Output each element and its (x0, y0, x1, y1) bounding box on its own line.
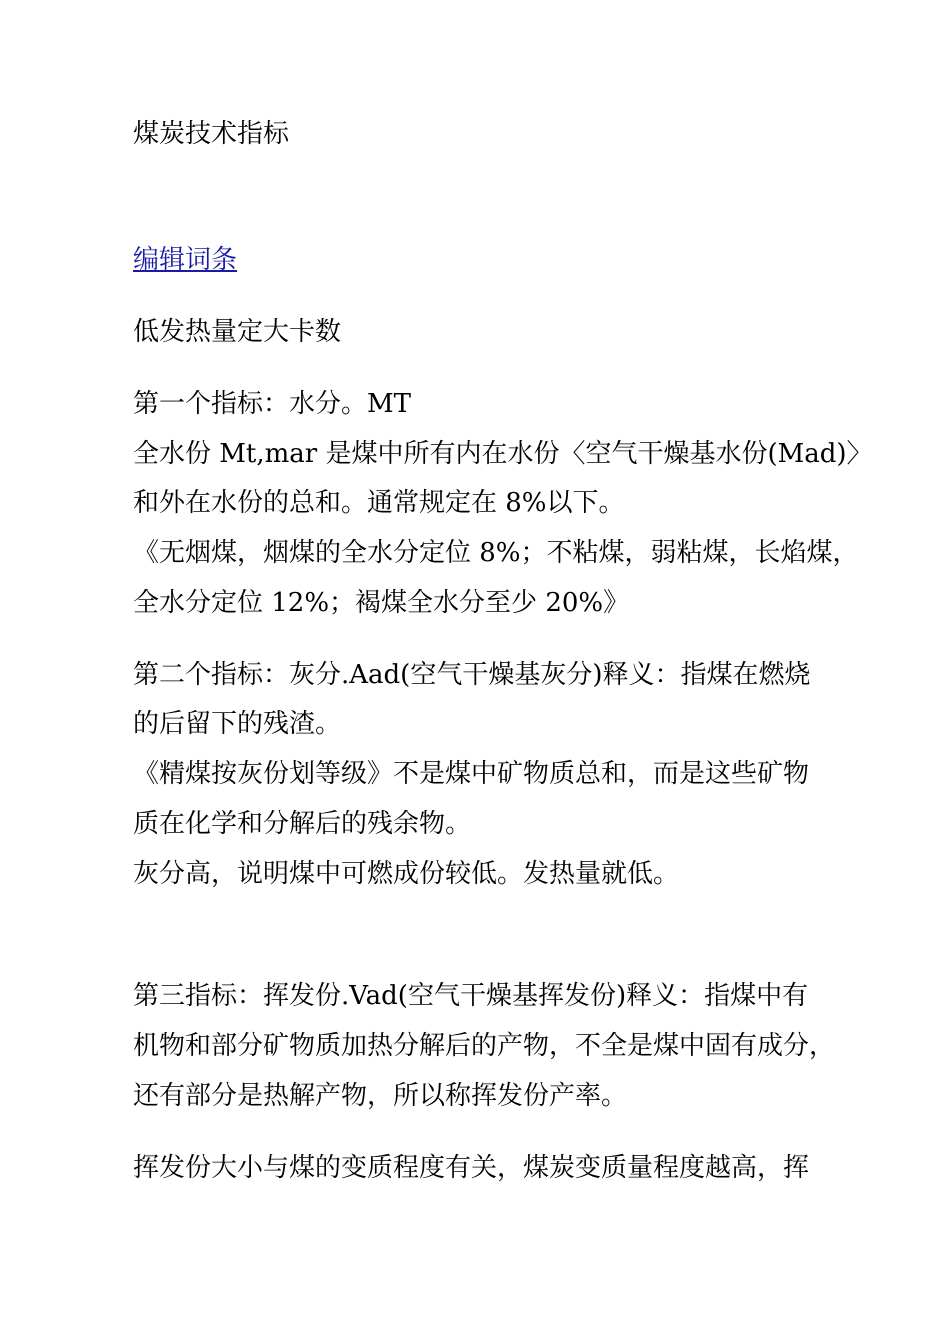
s1-line-3: 《无烟煤，烟煤的全水分定位 8%；不粘煤，弱粘煤，长焰煤， (133, 538, 859, 568)
s1-line-1: 全水份 Mt,mar 是煤中所有内在水份〈空气干燥基水份(Mad)〉 (133, 439, 873, 469)
s4-line-1: 挥发份大小与煤的变质程度有关，煤炭变质量程度越高，挥 (133, 1153, 810, 1183)
s1-line-2: 和外在水份的总和。通常规定在 8%以下。 (133, 488, 625, 518)
doc-subtitle: 低发热量定大卡数 (133, 317, 342, 347)
s2-line-1: 第二个指标：灰分.Aad(空气干燥基灰分)释义：指煤在燃烧 (133, 660, 811, 690)
s3-line-2: 机物和部分矿物质加热分解后的产物，不全是煤中固有成分， (133, 1031, 836, 1061)
s2-line-4: 质在化学和分解后的残余物。 (133, 809, 472, 839)
s1-line-4: 全水分定位 12%；褐煤全水分至少 20%》 (133, 588, 630, 618)
doc-title: 煤炭技术指标 (133, 119, 290, 149)
s3-line-3: 还有部分是热解产物，所以称挥发份产率。 (133, 1081, 628, 1111)
edit-entry-link[interactable]: 编辑词条 (133, 245, 238, 275)
s2-line-2: 的后留下的残渣。 (133, 709, 342, 739)
s2-line-3: 《精煤按灰份划等级》不是煤中矿物质总和，而是这些矿物 (133, 759, 810, 789)
s3-line-1: 第三指标：挥发份.Vad(空气干燥基挥发份)释义：指煤中有 (133, 981, 809, 1011)
s2-line-5: 灰分高，说明煤中可燃成份较低。发热量就低。 (133, 859, 680, 889)
s1-heading: 第一个指标：水分。MT (133, 389, 411, 419)
